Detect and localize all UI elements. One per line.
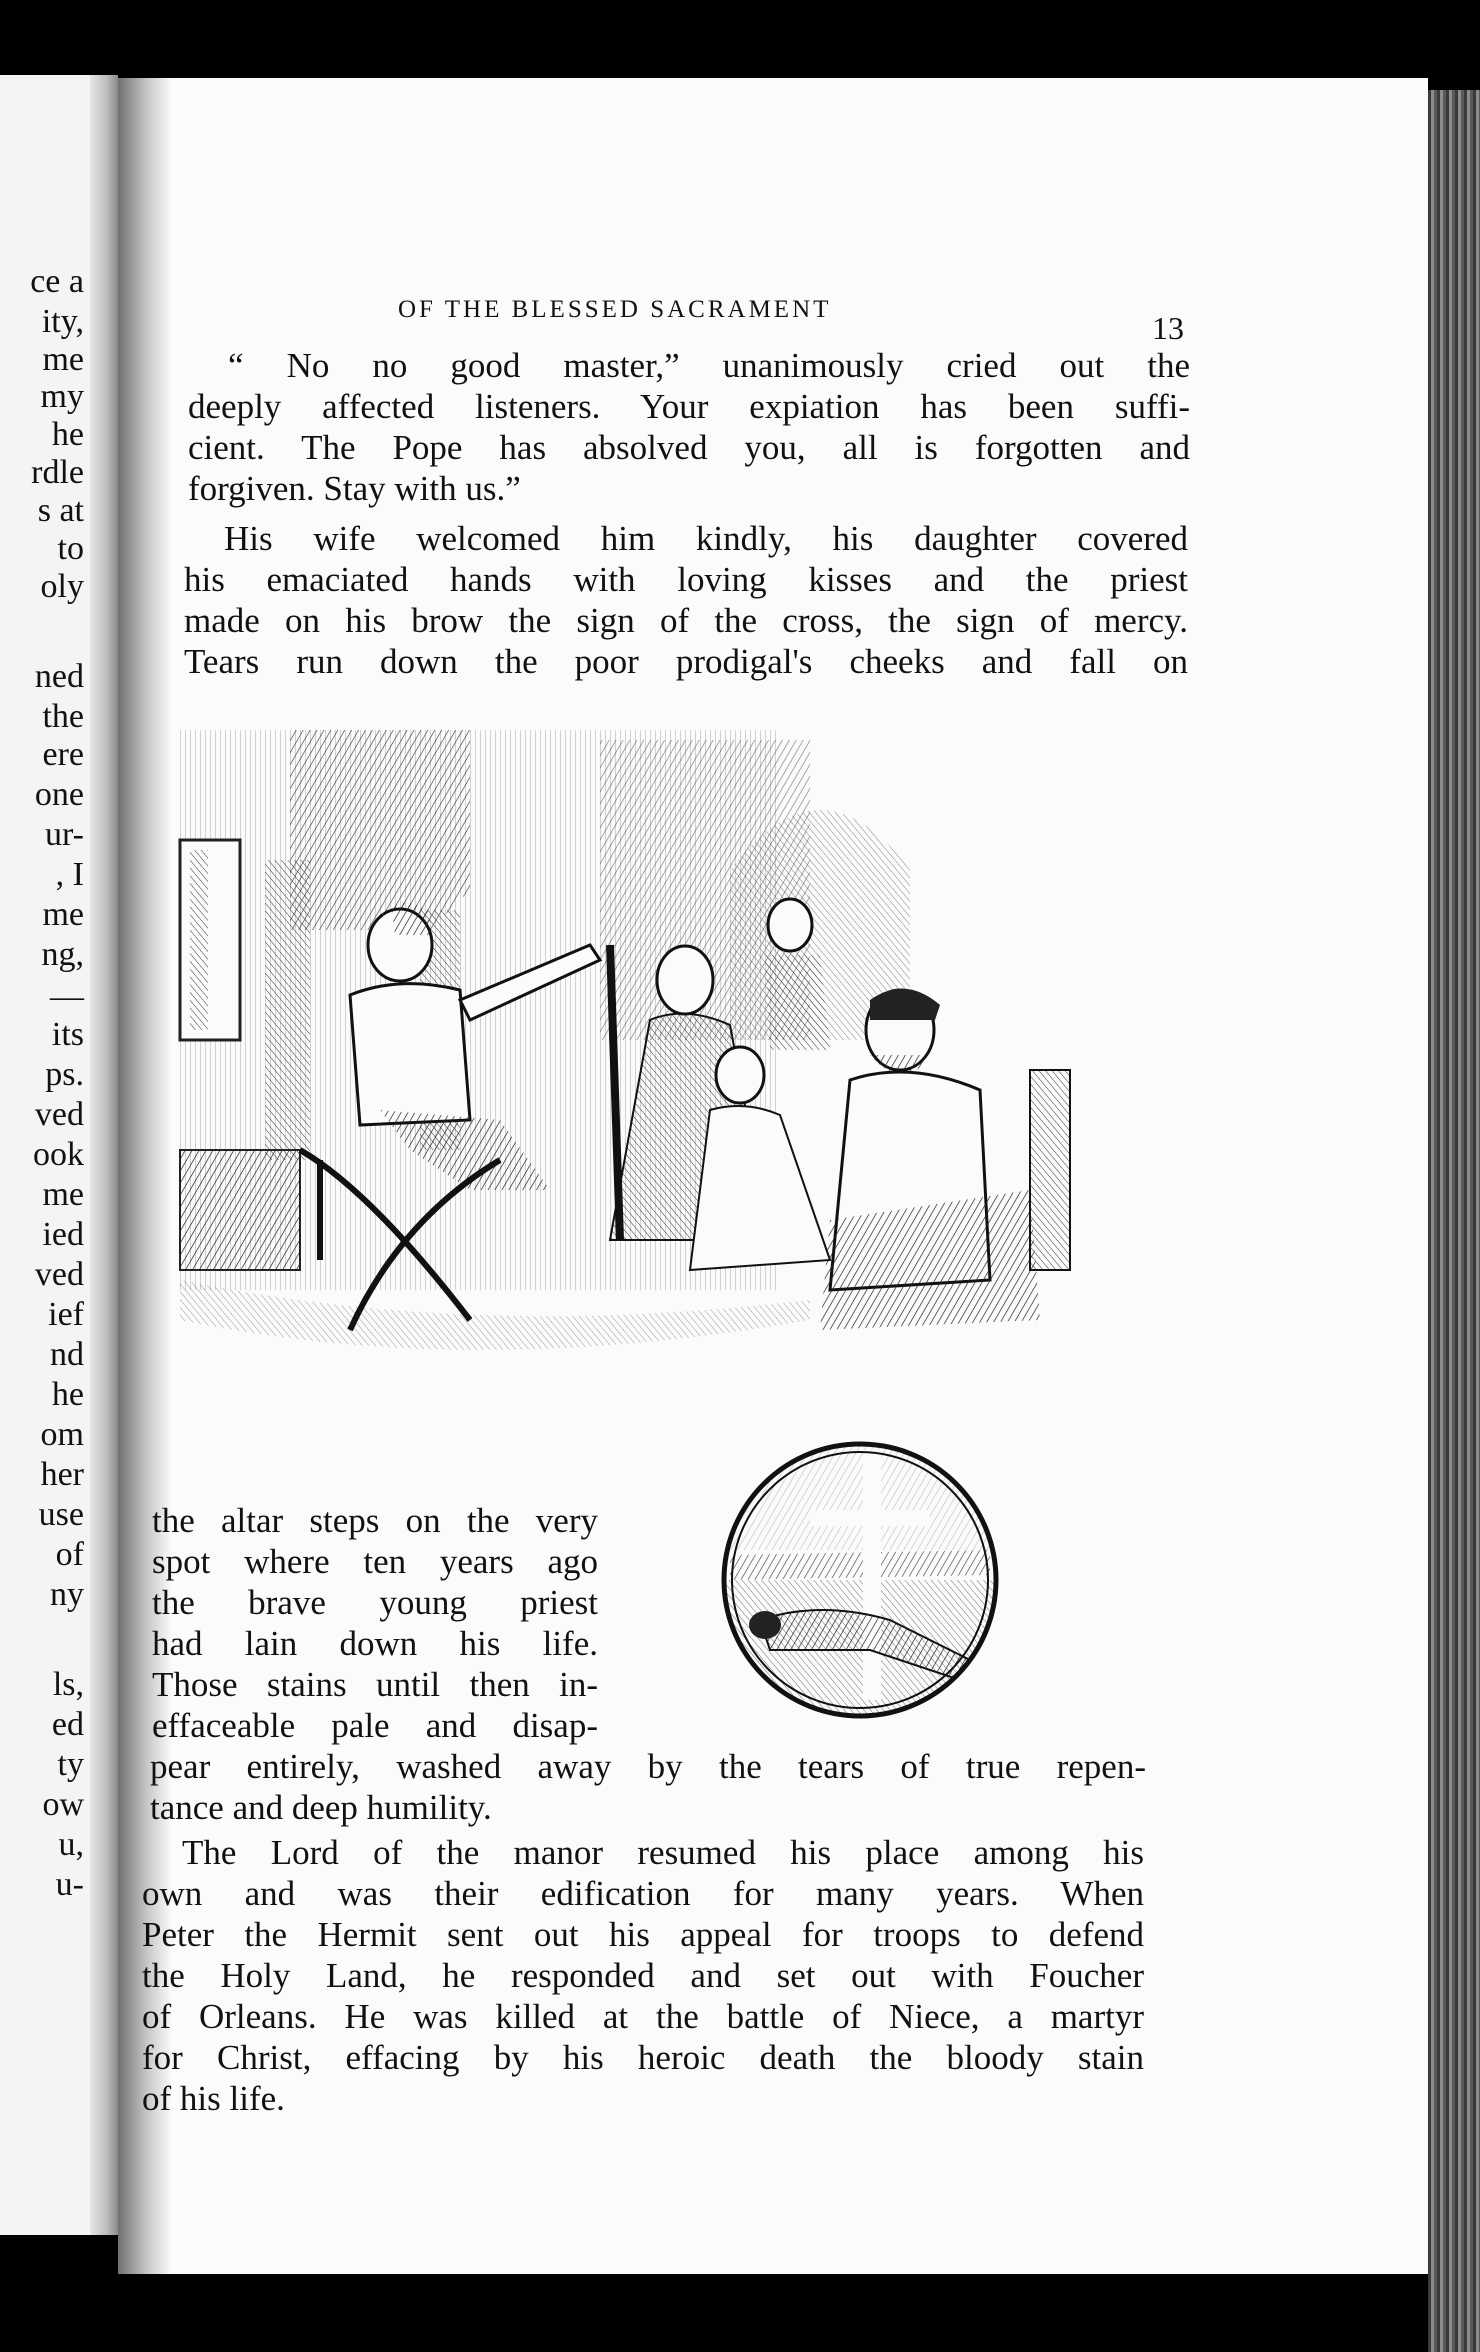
- text-line: own and was their edification for many years. When: [142, 1874, 1144, 1913]
- text-line: His wife welcomed him kindly, his daughter covered: [224, 519, 1188, 558]
- text-line: Tears run down the poor prodigal's cheeks and fall on: [184, 642, 1188, 681]
- text-line: The Lord of the manor resumed his place among his: [182, 1833, 1144, 1872]
- left-page-fragment: ved: [34, 1096, 84, 1133]
- left-page-fragment: her: [40, 1456, 84, 1493]
- left-page-fragment: he: [51, 1376, 84, 1413]
- text-line: cient. The Pope has absolved you, all is forgotten and: [188, 428, 1190, 467]
- martyr-roundel: [710, 1440, 1010, 1720]
- text-line: forgiven. Stay with us.”: [188, 469, 521, 508]
- text-line: effaceable pale and disap-: [152, 1706, 598, 1745]
- text-line: of his life.: [142, 2079, 285, 2118]
- left-page-fragment: ur-: [45, 816, 84, 853]
- text-line: “ No no good master,” unanimously cried out the: [228, 346, 1190, 385]
- book-page-edges: [1428, 90, 1480, 2352]
- text-line: his emaciated hands with loving kisses and the priest: [184, 560, 1188, 599]
- text-line: Peter the Hermit sent out his appeal for troops to defend: [142, 1915, 1144, 1954]
- left-page-fragment: , I: [55, 856, 84, 893]
- left-page-fragment: ief: [48, 1296, 84, 1333]
- paragraph-1: [188, 345, 1190, 509]
- text-line: pear entirely, washed away by the tears of true repen-: [150, 1747, 1146, 1786]
- text-line: of Orleans. He was killed at the battle of Niece, a martyr: [142, 1997, 1144, 2036]
- left-page-fragment: om: [40, 1416, 84, 1453]
- text-line: spot where ten years ago: [152, 1542, 598, 1581]
- text-line: made on his brow the sign of the cross, the sign of mercy.: [184, 601, 1188, 640]
- left-page-fragment: ps.: [45, 1056, 84, 1093]
- left-page-fragment: oly: [40, 568, 84, 605]
- left-page-fragment: ook: [33, 1136, 84, 1173]
- left-page-fragment: ied: [42, 1216, 84, 1253]
- left-page-edge: [0, 75, 118, 2235]
- left-page-fragment: ity,: [41, 303, 84, 340]
- left-page-fragment: nd: [50, 1336, 84, 1373]
- text-line: Those stains until then in-: [152, 1665, 598, 1704]
- text-line: the brave young priest: [152, 1583, 598, 1622]
- left-page-fragment: ved: [34, 1256, 84, 1293]
- left-page-fragment: to: [57, 530, 84, 567]
- left-page-fragment: ned: [34, 658, 84, 695]
- paragraph-2: [184, 518, 1188, 682]
- text-line: deeply affected listeners. Your expiation has been suffi-: [188, 387, 1190, 426]
- left-page-fragment: my: [40, 378, 84, 415]
- left-page-fragment: of: [55, 1536, 84, 1573]
- left-page-fragment: ny: [50, 1576, 84, 1613]
- page-number: 13: [1152, 310, 1184, 346]
- left-page-fragment: ls,: [52, 1666, 84, 1703]
- left-page-fragment: —: [50, 978, 84, 1015]
- left-page-fragment: s at: [37, 492, 84, 529]
- left-page-fragment: ed: [51, 1706, 84, 1743]
- left-page-fragment: ce a: [30, 263, 84, 300]
- left-page-fragment: its: [51, 1016, 84, 1053]
- running-head: OF THE BLESSED SACRAMENT: [398, 296, 832, 323]
- left-page-fragment: rdle: [31, 454, 84, 491]
- text-line: tance and deep humility.: [150, 1788, 492, 1827]
- left-page-fragment: u,: [58, 1826, 84, 1863]
- left-page-fragment: u-: [55, 1866, 84, 1903]
- text-line: the Holy Land, he responded and set out with Foucher: [142, 1956, 1144, 1995]
- hall-scene: [180, 730, 1070, 1350]
- left-page-fragment: use: [38, 1496, 84, 1533]
- paragraph-3-wrapped: [152, 1500, 598, 1746]
- text-line: the altar steps on the very: [152, 1501, 598, 1540]
- left-page-fragment: ng,: [41, 936, 84, 973]
- left-page-fragment: one: [34, 776, 84, 813]
- left-page-fragment: me: [42, 1176, 84, 1213]
- paragraph-4: [142, 1832, 1144, 2119]
- left-gutter-shadow: [90, 75, 118, 2235]
- text-line: had lain down his life.: [152, 1624, 598, 1663]
- paragraph-3-continued: [150, 1746, 1146, 1828]
- left-page-fragment: he: [51, 416, 84, 453]
- left-page-fragment: ty: [57, 1746, 84, 1783]
- left-page-fragment: me: [42, 896, 84, 933]
- text-line: for Christ, effacing by his heroic death the bloody stain: [142, 2038, 1144, 2077]
- left-page-fragment: me: [42, 341, 84, 378]
- left-page-fragment: ow: [42, 1786, 84, 1823]
- left-page-fragment: the: [42, 698, 84, 735]
- left-page-fragment: ere: [42, 736, 84, 773]
